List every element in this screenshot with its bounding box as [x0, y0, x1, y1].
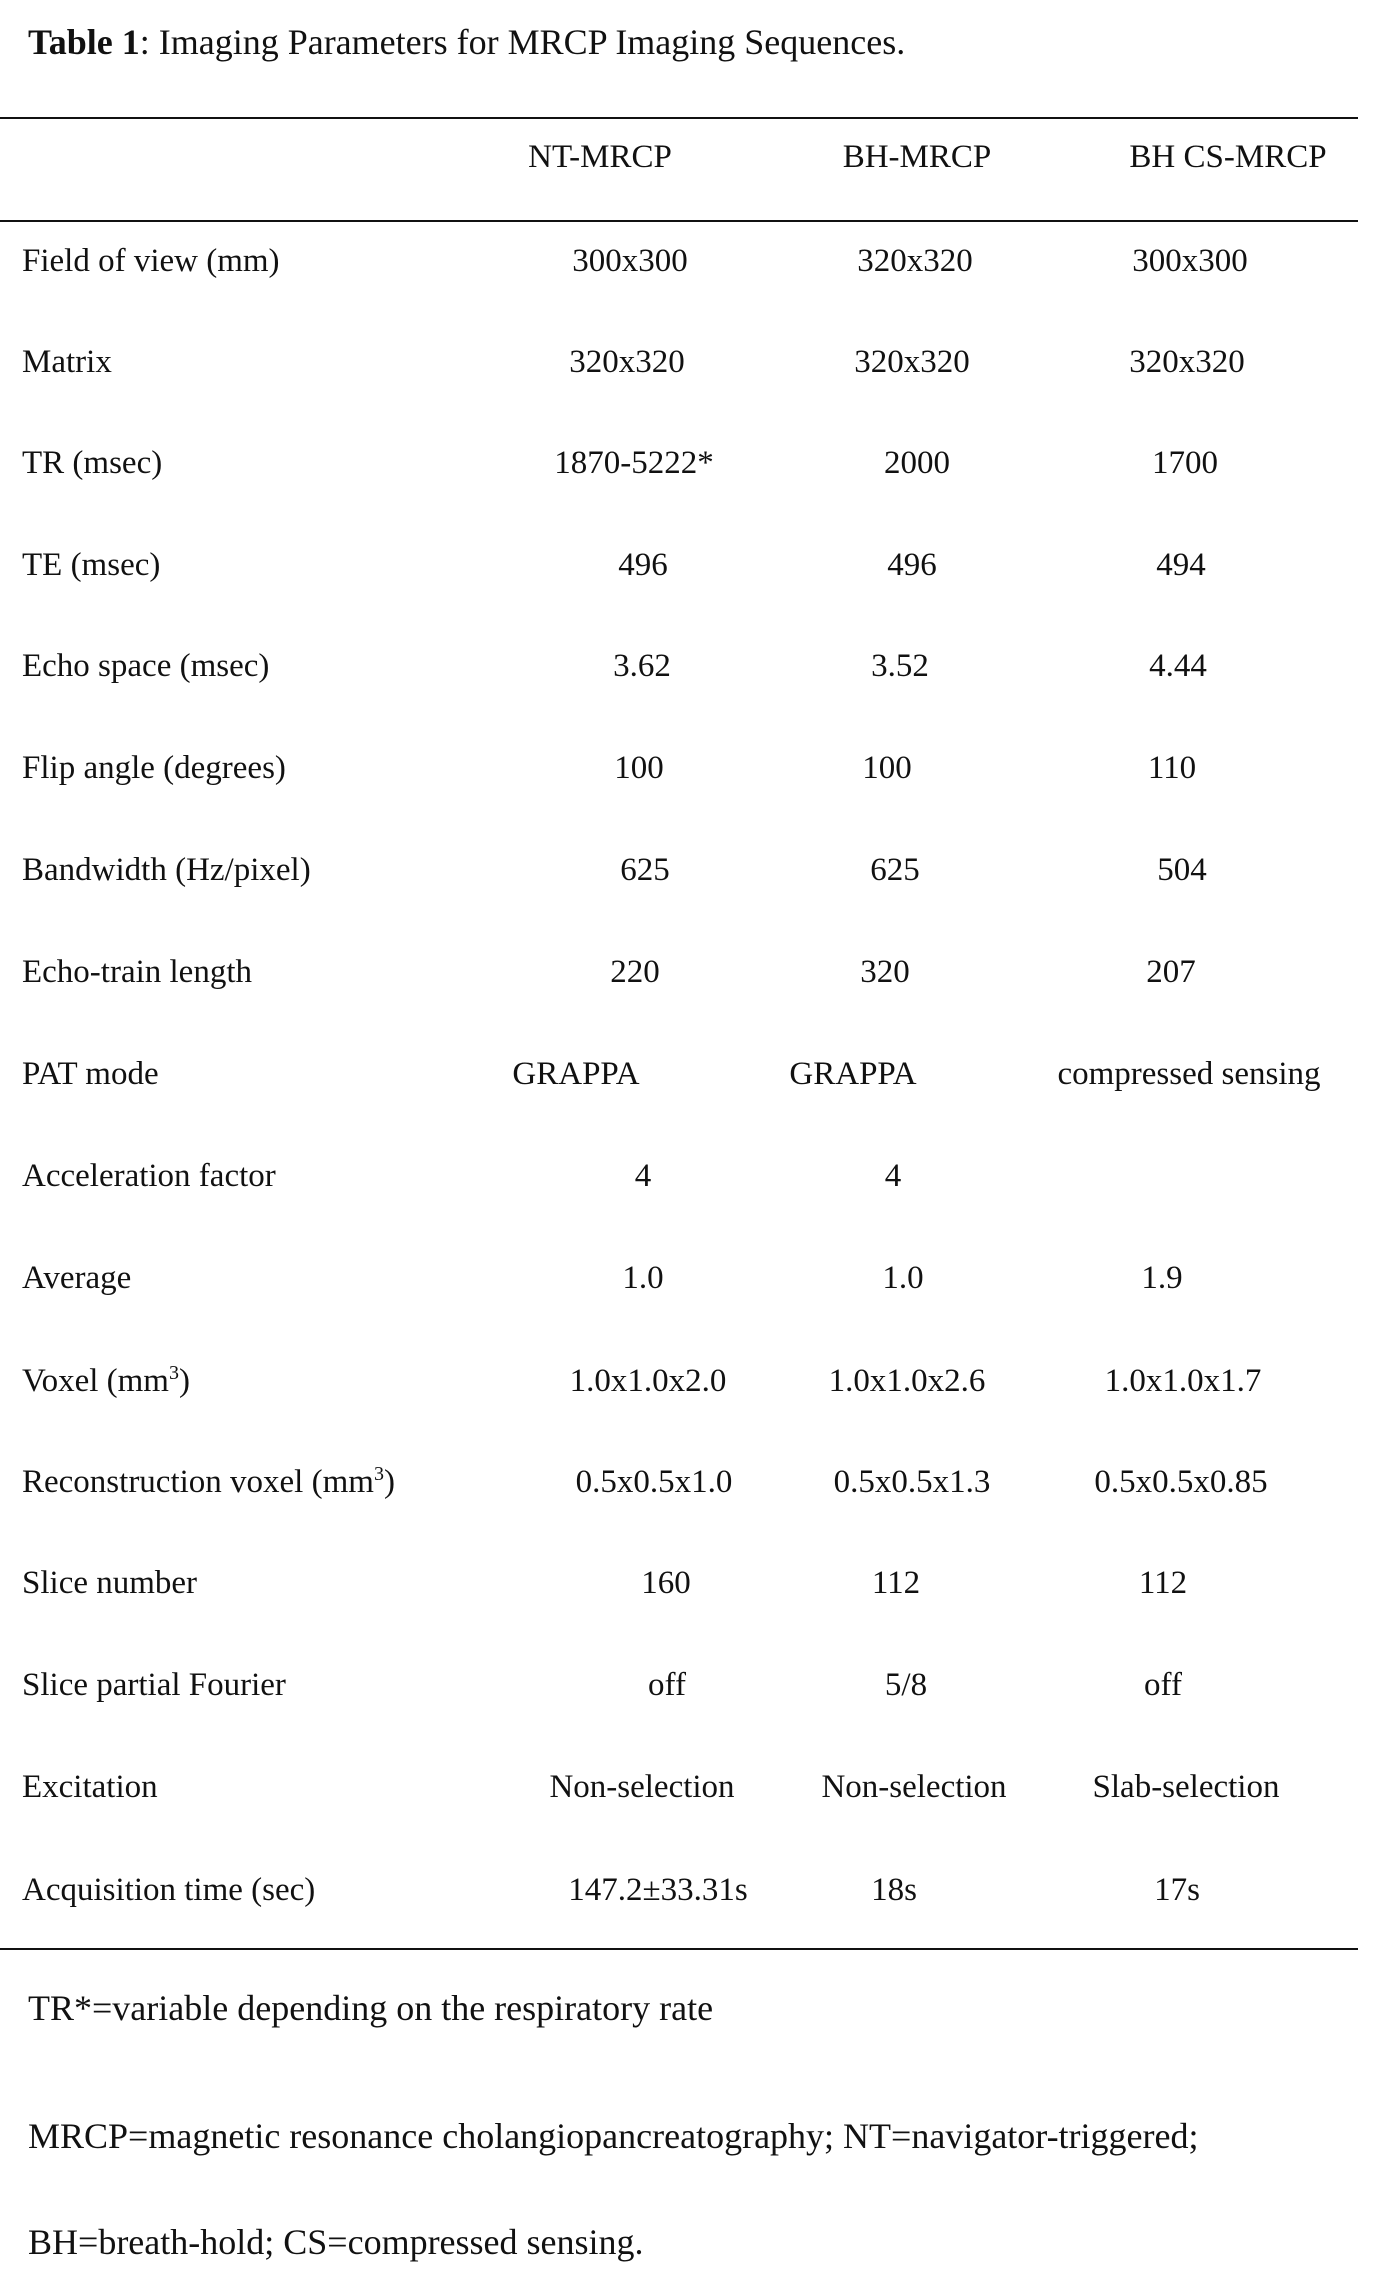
column-header-bh-mrcp: BH-MRCP	[842, 139, 992, 175]
row-label-voxel-suffix: )	[178, 1363, 190, 1399]
cell-pat-mode-bhcs: compressed sensing	[1057, 1056, 1321, 1092]
row-label-reconstruction-voxel-suffix: )	[383, 1464, 395, 1500]
cell-tr-bhcs: 1700	[1152, 445, 1218, 481]
cell-echo-train-length-bhcs: 207	[1146, 954, 1196, 990]
row-label-voxel-superscript: 3	[168, 1362, 179, 1384]
cell-excitation-bhcs: Slab-selection	[1092, 1769, 1280, 1805]
row-label-field-of-view: Field of view (mm)	[22, 243, 280, 279]
cell-tr-bh: 2000	[884, 445, 950, 481]
table-caption-text: : Imaging Parameters for MRCP Imaging Sequences.	[139, 22, 906, 62]
cell-matrix-bhcs: 320x320	[1129, 344, 1245, 380]
cell-average-nt: 1.0	[622, 1260, 664, 1296]
cell-slice-number-bh: 112	[871, 1565, 921, 1601]
table-top-rule	[0, 117, 1358, 119]
cell-bandwidth-bhcs: 504	[1157, 852, 1207, 888]
cell-matrix-nt: 320x320	[569, 344, 685, 380]
cell-flip-angle-bh: 100	[862, 750, 912, 786]
cell-echo-space-bh: 3.52	[871, 648, 929, 684]
cell-echo-train-length-nt: 220	[610, 954, 660, 990]
cell-average-bh: 1.0	[882, 1260, 924, 1296]
cell-slice-partial-fourier-bhcs: off	[1144, 1667, 1182, 1703]
cell-slice-partial-fourier-bh: 5/8	[884, 1667, 928, 1703]
cell-acquisition-time-bh: 18s	[871, 1872, 917, 1908]
cell-voxel-nt: 1.0x1.0x2.0	[569, 1363, 727, 1399]
cell-average-bhcs: 1.9	[1141, 1260, 1183, 1296]
cell-slice-number-nt: 160	[641, 1565, 691, 1601]
cell-slice-number-bhcs: 112	[1138, 1565, 1188, 1601]
cell-slice-partial-fourier-nt: off	[648, 1667, 686, 1703]
cell-excitation-nt: Non-selection	[549, 1769, 735, 1805]
cell-field-of-view-nt: 300x300	[572, 243, 688, 279]
cell-acquisition-time-bhcs: 17s	[1154, 1872, 1200, 1908]
row-label-reconstruction-voxel-superscript: 3	[373, 1463, 384, 1485]
cell-field-of-view-bh: 320x320	[857, 243, 973, 279]
row-label-slice-partial-fourier: Slice partial Fourier	[22, 1667, 286, 1703]
row-label-acceleration-factor: Acceleration factor	[22, 1158, 276, 1194]
cell-pat-mode-nt: GRAPPA	[512, 1056, 640, 1092]
cell-reconstruction-voxel-bh: 0.5x0.5x1.3	[833, 1464, 991, 1500]
cell-echo-train-length-bh: 320	[860, 954, 910, 990]
cell-acquisition-time-nt: 147.2±33.31s	[568, 1872, 748, 1908]
row-label-flip-angle: Flip angle (degrees)	[22, 750, 286, 786]
cell-acceleration-factor-bh: 4	[884, 1158, 902, 1194]
footnote-tr: TR*=variable depending on the respiratory rate	[28, 1988, 714, 2028]
cell-voxel-bhcs: 1.0x1.0x1.7	[1104, 1363, 1262, 1399]
cell-excitation-bh: Non-selection	[821, 1769, 1007, 1805]
row-label-reconstruction-voxel-text: Reconstruction voxel (mm	[22, 1464, 374, 1500]
footnote-abbreviations-1: MRCP=magnetic resonance cholangiopancreatography; NT=navigator-triggered;	[28, 2116, 1199, 2156]
cell-te-nt: 496	[618, 547, 668, 583]
cell-te-bh: 496	[887, 547, 937, 583]
row-label-te: TE (msec)	[22, 547, 161, 583]
cell-tr-nt: 1870-5222*	[554, 445, 714, 481]
row-label-average: Average	[22, 1260, 132, 1296]
table-header-rule	[0, 220, 1358, 222]
cell-field-of-view-bhcs: 300x300	[1132, 243, 1248, 279]
cell-flip-angle-nt: 100	[614, 750, 664, 786]
column-header-nt-mrcp: NT-MRCP	[528, 139, 672, 175]
cell-bandwidth-nt: 625	[620, 852, 670, 888]
row-label-echo-space: Echo space (msec)	[22, 648, 270, 684]
cell-matrix-bh: 320x320	[854, 344, 970, 380]
row-label-voxel-text: Voxel (mm	[22, 1363, 169, 1399]
row-label-voxel	[22, 1361, 190, 1401]
cell-reconstruction-voxel-bhcs: 0.5x0.5x0.85	[1094, 1464, 1268, 1500]
table-bottom-rule	[0, 1948, 1358, 1950]
cell-acceleration-factor-nt: 4	[634, 1158, 652, 1194]
cell-echo-space-nt: 3.62	[613, 648, 671, 684]
cell-flip-angle-bhcs: 110	[1147, 750, 1197, 786]
cell-echo-space-bhcs: 4.44	[1149, 648, 1207, 684]
column-header-bh-cs-mrcp: BH CS-MRCP	[1129, 139, 1327, 175]
row-label-pat-mode: PAT mode	[22, 1056, 159, 1092]
row-label-matrix: Matrix	[22, 344, 112, 380]
row-label-reconstruction-voxel	[22, 1462, 395, 1502]
row-label-tr: TR (msec)	[22, 445, 163, 481]
row-label-slice-number: Slice number	[22, 1565, 198, 1601]
cell-pat-mode-bh: GRAPPA	[789, 1056, 917, 1092]
row-label-bandwidth: Bandwidth (Hz/pixel)	[22, 852, 311, 888]
table-caption-label: Table 1	[28, 22, 140, 62]
cell-voxel-bh: 1.0x1.0x2.6	[828, 1363, 986, 1399]
cell-reconstruction-voxel-nt: 0.5x0.5x1.0	[575, 1464, 733, 1500]
footnote-abbreviations-2: BH=breath-hold; CS=compressed sensing.	[28, 2222, 644, 2262]
cell-bandwidth-bh: 625	[870, 852, 920, 888]
table-caption	[28, 18, 905, 66]
row-label-excitation: Excitation	[22, 1769, 158, 1805]
row-label-echo-train-length: Echo-train length	[22, 954, 253, 990]
cell-te-bhcs: 494	[1156, 547, 1206, 583]
row-label-acquisition-time: Acquisition time (sec)	[22, 1872, 316, 1908]
